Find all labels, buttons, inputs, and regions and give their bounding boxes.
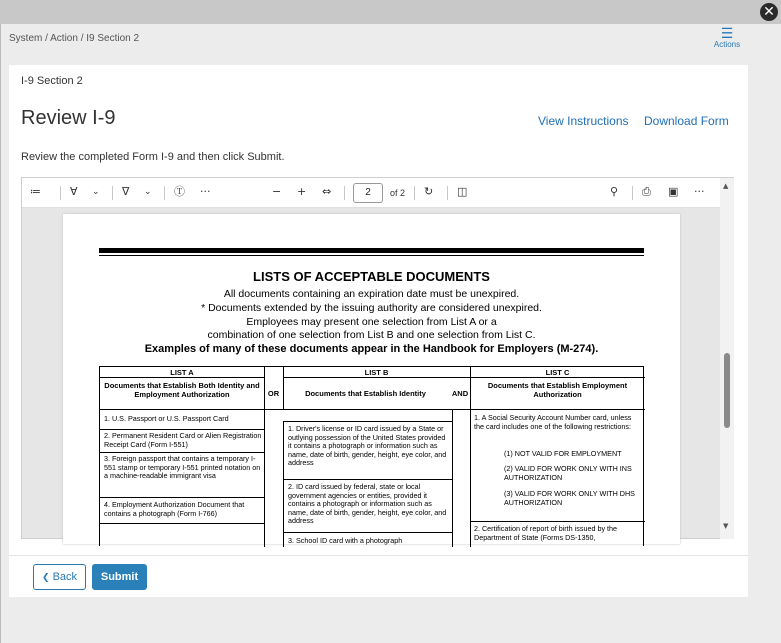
toolbar-divider [414, 186, 415, 200]
or-label: OR [267, 389, 280, 398]
list-c-item: 1. A Social Security Account Number card, unless the card includes one of the following restrictions: [474, 413, 632, 431]
page-count: of 2 [390, 188, 406, 198]
pdf-page [63, 214, 680, 544]
chevron-down-icon[interactable]: ⌄ [92, 187, 100, 197]
table-divider [100, 409, 645, 410]
window-top-bar [0, 0, 781, 24]
list-c-title: LIST C [545, 368, 570, 377]
table-divider [452, 409, 453, 547]
pdf-viewer[interactable] [21, 177, 734, 545]
list-a-item: 4. Employment Authorization Document that contains a photograph (Form I-766) [104, 500, 245, 518]
fit-width-icon[interactable]: ⇔ [322, 185, 332, 198]
document-rule [99, 248, 644, 253]
list-a-item: 3. Foreign passport that contains a temporary I-551 stamp or temporary I-551 printed notation on a machine-readable immigrant visa [104, 454, 261, 481]
chevron-down-icon[interactable]: ⌄ [144, 187, 152, 197]
page-number-input[interactable]: 2 [353, 183, 383, 203]
footer-divider [9, 555, 748, 556]
back-button[interactable] [33, 564, 86, 590]
table-divider [100, 523, 264, 524]
list-a-item: 1. U.S. Passport or U.S. Passport Card [104, 414, 229, 423]
rotate-icon[interactable]: ↻ [424, 185, 434, 198]
document-line: * Documents extended by the issuing authority are considered unexpired. [201, 302, 542, 314]
and-label: AND [451, 389, 469, 398]
section-label: I-9 Section 2 [21, 75, 83, 87]
list-c-item: 2. Certification of report of birth issued by the Department of State (Forms DS-1350, [474, 524, 618, 542]
table-divider [100, 497, 264, 498]
more-icon[interactable]: ··· [200, 185, 211, 198]
list-c-subtitle: Documents that Establish Employment Authorization [487, 381, 628, 399]
list-c-restriction: (2) VALID FOR WORK ONLY WITH INS AUTHORIZATION [504, 464, 632, 482]
more-icon[interactable]: ··· [694, 185, 705, 198]
document-line: combination of one selection from List B and one selection from List C. [207, 329, 536, 341]
document-heading: LISTS OF ACCEPTABLE DOCUMENTS [253, 269, 490, 284]
list-a-title: LIST A [170, 368, 194, 377]
table-divider [283, 421, 452, 422]
list-b-item: 2. ID card issued by federal, state or local government agencies or entities, provided it contains a photograph or information such as name, date of birth, gender, height, eye color, and address [288, 482, 447, 526]
table-divider [470, 521, 645, 522]
toolbar-divider [344, 186, 345, 200]
actions-menu-button[interactable] [707, 28, 747, 49]
actions-label: Actions [713, 40, 741, 49]
list-icon[interactable]: ≔ [30, 185, 41, 198]
text-icon[interactable]: Ⓣ [174, 185, 185, 198]
list-a-subtitle: Documents that Establish Both Identity and Employment Authorization [104, 381, 260, 399]
table-divider [283, 377, 470, 378]
page-title: Review I-9 [21, 107, 116, 129]
zoom-out-icon[interactable]: − [272, 185, 282, 198]
list-a-item: 2. Permanent Resident Card or Alien Registration Receipt Card (Form I-551) [104, 431, 262, 449]
highlight-icon[interactable]: ∀ [70, 185, 78, 198]
toolbar-divider [164, 186, 165, 200]
list-b-title: LIST B [364, 368, 389, 377]
list-b-item: 3. School ID card with a photograph [288, 536, 403, 545]
zoom-in-icon[interactable]: + [297, 185, 307, 198]
toolbar-divider [60, 186, 61, 200]
hamburger-icon: ☰ [720, 26, 734, 42]
toolbar-divider [447, 186, 448, 200]
draw-icon[interactable]: ∇ [122, 185, 130, 198]
table-divider [100, 429, 264, 430]
scroll-up-icon[interactable]: ▲ [723, 182, 729, 190]
submit-button[interactable]: Submit [92, 564, 147, 590]
save-icon[interactable]: ▣ [668, 185, 679, 198]
table-divider [470, 377, 645, 378]
print-icon[interactable]: ⎙ [642, 185, 651, 198]
list-b-subtitle: Documents that Establish Identity [305, 389, 426, 398]
table-divider [283, 479, 452, 480]
documents-table [99, 366, 644, 546]
breadcrumb: System / Action / I9 Section 2 [9, 33, 140, 44]
review-card [9, 65, 748, 597]
document-line: All documents containing an expiration date must be unexpired. [223, 288, 520, 300]
back-label: Back [52, 571, 78, 583]
document-line: Employees may present one selection from List A or a [246, 316, 497, 328]
scrollbar[interactable] [720, 178, 734, 539]
scroll-down-icon[interactable]: ▼ [723, 522, 729, 530]
scrollbar-thumb[interactable] [724, 353, 730, 428]
instructions-text: Review the completed Form I-9 and then click Submit. [21, 151, 285, 163]
table-divider [100, 377, 264, 378]
document-examples-line: Examples of many of these documents appear in the Handbook for Employers (M-274). [144, 343, 599, 355]
table-divider [470, 367, 471, 547]
list-b-item: 1. Driver's license or ID card issued by a State or outlying possession of the United States provided it contains a photograph or information such as name, date of birth, gender, height, eye color, and address [288, 424, 447, 468]
pdf-toolbar [22, 178, 720, 208]
view-instructions-link[interactable]: View Instructions [538, 114, 629, 128]
chevron-left-icon: ❮ [41, 573, 50, 583]
document-rule [99, 255, 644, 256]
list-c-restriction: (3) VALID FOR WORK ONLY WITH DHS AUTHORIZATION [504, 489, 635, 507]
table-divider [100, 452, 264, 453]
list-c-restriction: (1) NOT VALID FOR EMPLOYMENT [504, 449, 622, 458]
page-view-icon[interactable]: ◫ [457, 185, 468, 198]
toolbar-divider [112, 186, 113, 200]
table-divider [283, 532, 452, 533]
download-form-link[interactable]: Download Form [644, 114, 729, 128]
table-divider [283, 421, 284, 547]
search-icon[interactable]: ⚲ [610, 185, 619, 198]
toolbar-divider [632, 186, 633, 200]
close-icon[interactable]: ✕ [760, 3, 778, 21]
